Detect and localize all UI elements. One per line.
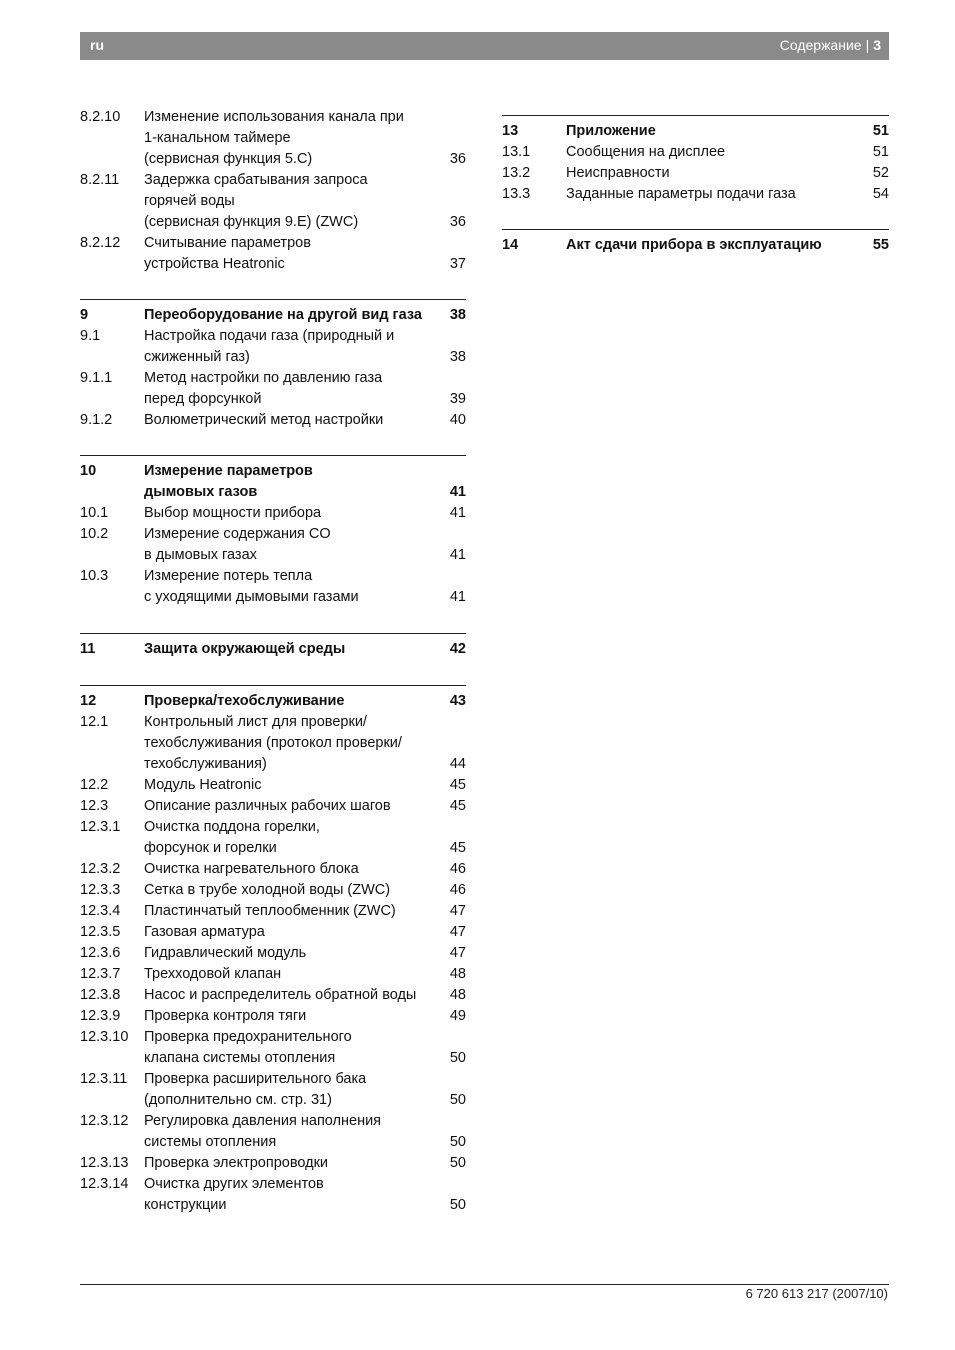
entry-page-number: 51 [872,123,889,139]
entry-title [144,1027,426,1069]
entry-page-number: 47 [449,945,466,961]
entry-title [144,326,426,368]
entry-title-line: Проверка предохранительного [144,1029,352,1045]
entry-title-line: системы отопления [144,1134,277,1150]
entry-title-line: форсунок и горелки [144,840,277,856]
entry-page-number: 48 [449,987,466,1003]
entry-page-number: 50 [449,1134,466,1150]
toc-chapter-entry[interactable] [80,691,466,712]
entry-page-number: 37 [449,256,466,272]
entry-number: 12.3.1 [80,819,121,835]
entry-title-line: Очистка других элементов [144,1176,324,1192]
toc-entry[interactable] [80,922,466,943]
entry-title-line: Задержка срабатывания запроса [144,172,368,188]
entry-title [566,235,849,256]
entry-title-line: клапана системы отопления [144,1050,336,1066]
entry-title [144,712,426,775]
toc-entry[interactable] [80,233,466,275]
entry-title-line: техобслуживания) [144,756,267,772]
entry-title [144,107,426,170]
entry-page-number: 54 [872,186,889,202]
entry-title-line: Описание различных рабочих шагов [144,798,391,814]
entry-title-line: (сервисная функция 5.C) [144,151,313,167]
entry-number: 12.3.4 [80,903,121,919]
toc-entry[interactable] [502,184,889,205]
entry-title [144,1174,426,1216]
entry-title-line: Сетка в трубе холодной воды (ZWC) [144,882,391,898]
entry-title-line: Модуль Heatronic [144,777,262,793]
entry-title [144,639,426,660]
language-code: ru [90,37,104,53]
entry-page-number: 42 [449,641,466,657]
toc-section [80,685,466,1216]
entry-title-line: перед форсункой [144,391,262,407]
entry-number: 12.1 [80,714,109,730]
entry-number: 10.2 [80,526,109,542]
entry-number: 12.3.2 [80,861,121,877]
entry-title-line: Газовая арматура [144,924,265,940]
entry-title-line: (дополнительно см. стр. 31) [144,1092,332,1108]
toc-entry[interactable] [80,1027,466,1069]
entry-title-line: Неисправности [566,165,670,181]
toc-entry[interactable] [80,368,466,410]
toc-section [502,229,889,256]
entry-title [144,170,426,233]
toc-entry[interactable] [80,712,466,775]
entry-number: 9.1.2 [80,412,113,428]
entry-page-number: 50 [449,1092,466,1108]
entry-page-number: 38 [449,349,466,365]
entry-title-line: Контрольный лист для проверки/ [144,714,367,730]
entry-title-line: Защита окружающей среды [144,641,346,657]
toc-entry[interactable] [80,1069,466,1111]
toc-section [80,299,466,431]
entry-page-number: 45 [449,840,466,856]
toc-entry[interactable] [80,964,466,985]
entry-title-line: Сообщения на дисплее [566,144,726,160]
toc-entry[interactable] [80,1111,466,1153]
entry-title-line: Пластинчатый теплообменник (ZWC) [144,903,396,919]
entry-number: 12.3.12 [80,1113,129,1129]
entry-page-number: 47 [449,903,466,919]
entry-title-line: конструкции [144,1197,227,1213]
entry-title-line: Проверка электропроводки [144,1155,329,1171]
entry-title [144,524,426,566]
entry-page-number: 40 [449,412,466,428]
entry-title-line: дымовых газов [144,484,258,500]
entry-number: 12.3.14 [80,1176,129,1192]
entry-number: 8.2.10 [80,109,121,125]
entry-page-number: 50 [449,1197,466,1213]
entry-page-number: 41 [449,505,466,521]
entry-number: 12 [80,693,97,709]
page-number: 3 [873,37,881,53]
entry-page-number: 50 [449,1155,466,1171]
toc-entry[interactable] [80,859,466,880]
entry-number: 12.3 [80,798,109,814]
entry-number: 13.3 [502,186,531,202]
entry-page-number: 51 [872,144,889,160]
toc-entry[interactable] [80,566,466,608]
entry-title-line: Приложение [566,123,656,139]
entry-title-line: Насос и распределитель обратной воды [144,987,417,1003]
toc-entry[interactable] [80,1153,466,1174]
entry-title-line: сжиженный газ) [144,349,250,365]
entry-title [144,1006,426,1027]
entry-number: 12.3.11 [80,1071,128,1087]
entry-page-number: 46 [449,882,466,898]
entry-number: 9.1 [80,328,101,344]
header-separator: | [865,37,870,53]
entry-page-number: 45 [449,798,466,814]
entry-title [566,163,849,184]
toc-entry[interactable] [80,1174,466,1216]
entry-title [144,985,426,1006]
entry-title-line: горячей воды [144,193,235,209]
entry-number: 12.2 [80,777,109,793]
entry-title-line: Заданные параметры подачи газа [566,186,796,202]
entry-number: 9.1.1 [80,370,113,386]
entry-title-line: с уходящими дымовыми газами [144,589,359,605]
entry-title-line: Метод настройки по давлению газа [144,370,383,386]
toc-entry[interactable] [80,775,466,796]
entry-page-number: 41 [449,484,466,500]
entry-page-number: 52 [872,165,889,181]
entry-page-number: 50 [449,1050,466,1066]
entry-title [144,691,426,712]
entry-title [144,796,426,817]
toc-section [502,115,889,205]
entry-title-line: Измерение содержания CO [144,526,331,542]
entry-number: 10.3 [80,568,109,584]
toc-entry[interactable] [80,524,466,566]
entry-title [144,817,426,859]
toc-entry[interactable] [502,142,889,163]
entry-page-number: 55 [872,237,889,253]
toc-entry[interactable] [80,880,466,901]
toc-entry[interactable] [502,163,889,184]
header-title-group [780,37,881,53]
entry-number: 8.2.12 [80,235,121,251]
entry-title [144,859,426,880]
entry-title [144,233,426,275]
entry-page-number: 41 [449,589,466,605]
entry-title [144,410,426,431]
entry-page-number: 47 [449,924,466,940]
entry-title-line: Проверка контроля тяги [144,1008,307,1024]
entry-page-number: 43 [449,693,466,709]
toc-entry[interactable] [80,901,466,922]
toc-chapter-entry[interactable] [80,461,466,503]
entry-title [144,1111,426,1153]
toc-entry[interactable] [80,503,466,524]
page-header [80,32,889,60]
entry-title-line: Измерение потерь тепла [144,568,313,584]
entry-number: 12.3.10 [80,1029,129,1045]
entry-number: 12.3.6 [80,945,121,961]
entry-title-line: техобслуживания (протокол проверки/ [144,735,402,751]
entry-title [144,901,426,922]
entry-title [144,1153,426,1174]
toc-entry[interactable] [80,943,466,964]
entry-number: 12.3.3 [80,882,121,898]
entry-title [144,880,426,901]
entry-title-line: Считывание параметров [144,235,311,251]
entry-title [144,964,426,985]
entry-number: 10 [80,463,97,479]
toc-chapter-entry[interactable] [502,121,889,142]
entry-number: 13.2 [502,165,531,181]
entry-title [144,461,426,503]
entry-title-line: Волюметрический метод настройки [144,412,384,428]
entry-title-line: в дымовых газах [144,547,257,563]
entry-title [144,566,426,608]
entry-title-line: Настройка подачи газа (природный и [144,328,395,344]
toc-entry[interactable] [80,410,466,431]
toc-section [80,455,466,608]
entry-number: 13.1 [502,144,531,160]
entry-title [144,943,426,964]
entry-title [144,775,426,796]
toc-entry[interactable] [80,796,466,817]
entry-title-line: Переоборудование на другой вид газа [144,307,422,323]
entry-title-line: устройства Heatronic [144,256,285,272]
entry-number: 12.3.7 [80,966,121,982]
entry-page-number: 36 [449,214,466,230]
entry-title [144,1069,426,1111]
entry-number: 12.3.8 [80,987,121,1003]
entry-number: 12.3.9 [80,1008,121,1024]
toc-entry[interactable] [80,985,466,1006]
entry-title-line: Очистка поддона горелки, [144,819,320,835]
entry-title [144,305,426,326]
toc-chapter-entry[interactable] [80,305,466,326]
entry-title [566,142,849,163]
entry-title-line: 1-канальном таймере [144,130,291,146]
toc-chapter-entry[interactable] [80,639,466,660]
entry-number: 12.3.5 [80,924,121,940]
entry-page-number: 44 [449,756,466,772]
entry-number: 14 [502,237,519,253]
entry-title-line: Очистка нагревательного блока [144,861,359,877]
entry-page-number: 49 [449,1008,466,1024]
entry-page-number: 41 [449,547,466,563]
toc-section [80,107,466,275]
section-title: Содержание [779,37,862,53]
toc-entry[interactable] [80,326,466,368]
entry-title [566,121,849,142]
entry-number: 9 [80,307,89,323]
toc-entry[interactable] [80,107,466,170]
entry-title-line: Выбор мощности прибора [144,505,322,521]
entry-page-number: 36 [449,151,466,167]
entry-title-line: (сервисная функция 9.E) (ZWC) [144,214,359,230]
entry-number: 11 [80,641,96,657]
entry-title-line: Изменение использования канала при [144,109,404,125]
entry-title-line: Проверка/техобслуживание [144,693,345,709]
entry-title [566,184,849,205]
entry-title-line: Регулировка давления наполнения [144,1113,382,1129]
toc-entry[interactable] [80,1006,466,1027]
entry-page-number: 39 [449,391,466,407]
entry-page-number: 45 [449,777,466,793]
entry-title [144,368,426,410]
entry-number: 10.1 [80,505,109,521]
entry-title [144,503,426,524]
toc-entry[interactable] [80,817,466,859]
toc-entry[interactable] [80,170,466,233]
entry-number: 12.3.13 [80,1155,129,1171]
toc-section [80,633,466,660]
entry-title-line: Трехходовой клапан [144,966,282,982]
entry-page-number: 48 [449,966,466,982]
footer-rule [80,1284,889,1285]
entry-page-number: 46 [449,861,466,877]
entry-title-line: Акт сдачи прибора в эксплуатацию [566,237,822,253]
toc-chapter-entry[interactable] [502,235,889,256]
entry-page-number: 38 [449,307,466,323]
entry-title-line: Измерение параметров [144,463,313,479]
entry-number: 8.2.11 [80,172,120,188]
entry-title-line: Гидравлический модуль [144,945,307,961]
entry-title-line: Проверка расширительного бака [144,1071,367,1087]
entry-number: 13 [502,123,519,139]
entry-title [144,922,426,943]
document-id: 6 720 613 217 (2007/10) [745,1286,888,1301]
